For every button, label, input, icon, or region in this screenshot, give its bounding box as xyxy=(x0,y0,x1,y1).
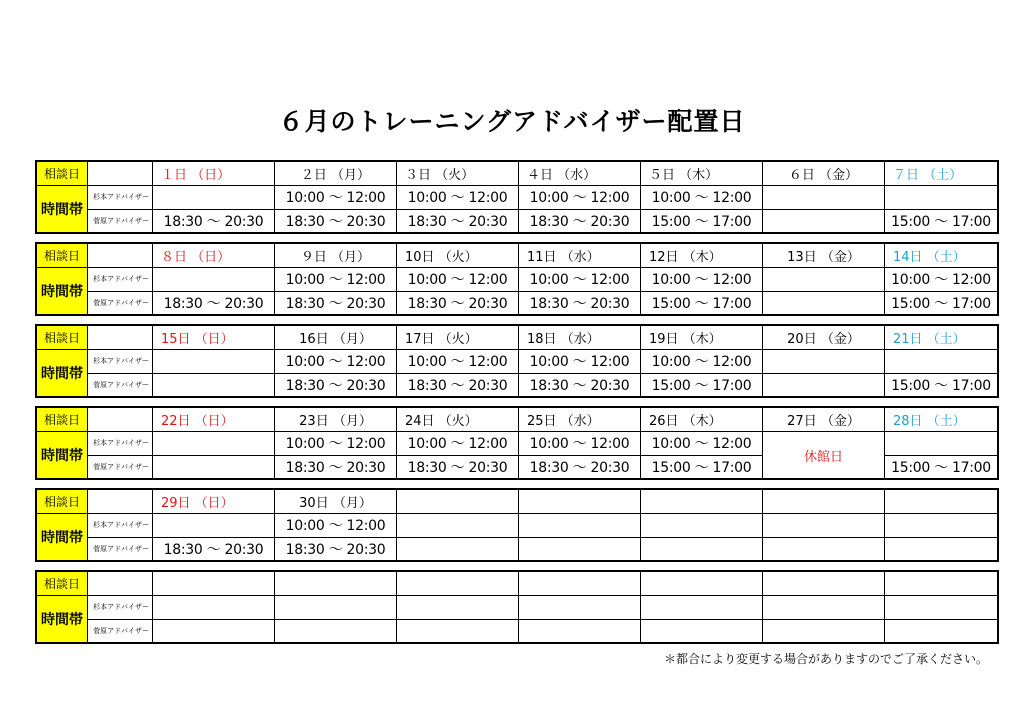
slot-advisor2: 18:30 ～ 20:30 xyxy=(529,377,630,394)
row-labels xyxy=(37,162,88,232)
row-labels xyxy=(37,244,88,314)
day-header xyxy=(519,490,640,514)
slot-advisor1: 10:00 ～ 12:00 xyxy=(397,432,518,456)
slot-advisor1: 10:00 ～ 12:00 xyxy=(275,268,396,292)
slot-advisor1 xyxy=(153,186,274,210)
row-labels xyxy=(37,572,88,642)
slot-advisor2: 15:00 ～ 17:00 xyxy=(651,377,752,394)
day-header xyxy=(763,490,884,514)
day-header: 27日 （金） xyxy=(763,408,884,432)
slot-advisor2 xyxy=(397,538,518,561)
day-cell xyxy=(275,490,397,560)
slot-advisor1: 10:00 ～ 12:00 xyxy=(885,268,997,292)
advisor1-label: 杉本アドバイザー xyxy=(88,350,152,374)
slot-advisor1: 10:00 ～ 12:00 xyxy=(275,186,396,210)
day-header xyxy=(763,572,884,596)
time-slot-label: 時間帯 xyxy=(37,350,87,396)
day-header: 28日 （土） xyxy=(885,408,997,432)
time-slot-label: 時間帯 xyxy=(37,186,87,232)
slot-advisor1 xyxy=(885,186,997,210)
day-header: 23日 （月） xyxy=(275,408,396,432)
day-header: 14日 （土） xyxy=(885,244,997,268)
slot-advisor1 xyxy=(519,514,640,538)
slot-advisor2 xyxy=(397,620,518,643)
advisor-labels xyxy=(88,162,153,232)
slot-advisor1: 10:00 ～ 12:00 xyxy=(641,432,762,456)
slot-advisor2 xyxy=(153,374,274,397)
blank-cell xyxy=(88,244,152,268)
slot-advisor2: 18:30 ～ 20:30 xyxy=(163,295,264,312)
slot-advisor1: 10:00 ～ 12:00 xyxy=(397,186,518,210)
slot-advisor2: 18:30 ～ 20:30 xyxy=(285,213,386,230)
day-header: 30日 （月） xyxy=(275,490,396,514)
slot-advisor2: 18:30 ～ 20:30 xyxy=(163,541,264,558)
slot-advisor2 xyxy=(641,620,762,643)
slot-advisor1 xyxy=(641,596,762,620)
slot-advisor1 xyxy=(397,596,518,620)
slot-advisor2 xyxy=(885,538,997,561)
slot-advisor2 xyxy=(763,210,884,233)
advisor1-label: 杉本アドバイザー xyxy=(88,186,152,210)
time-slot-label: 時間帯 xyxy=(37,268,87,314)
day-cell xyxy=(641,572,763,642)
slot-advisor1 xyxy=(153,514,274,538)
day-cell xyxy=(397,572,519,642)
slot-advisor2: 15:00 ～ 17:00 xyxy=(651,459,752,476)
blank-cell xyxy=(88,490,152,514)
slot-advisor2 xyxy=(763,292,884,315)
advisor-labels xyxy=(88,572,153,642)
day-cell xyxy=(275,244,397,314)
day-cell xyxy=(641,408,763,478)
slot-advisor1: 10:00 ～ 12:00 xyxy=(275,432,396,456)
day-cell xyxy=(519,572,641,642)
slot-advisor2 xyxy=(275,620,396,643)
day-cell xyxy=(153,572,275,642)
slot-advisor2: 15:00 ～ 17:00 xyxy=(651,295,752,312)
day-header xyxy=(641,490,762,514)
day-cell xyxy=(763,244,885,314)
advisor2-label: 菅原アドバイザー xyxy=(93,462,149,471)
day-cell xyxy=(519,326,641,396)
slot-advisor1: 10:00 ～ 12:00 xyxy=(275,350,396,374)
day-cell xyxy=(763,408,885,478)
slot-advisor2 xyxy=(153,620,274,643)
day-header: 10日 （火） xyxy=(397,244,518,268)
day-cell xyxy=(275,408,397,478)
footnote: ＊都合により変更する場合がありますのでご了承ください。 xyxy=(663,652,988,666)
advisor2-label: 菅原アドバイザー xyxy=(93,216,149,225)
day-cell xyxy=(275,162,397,232)
slot-advisor2: 18:30 ～ 20:30 xyxy=(407,295,508,312)
slot-advisor2: 18:30 ～ 20:30 xyxy=(285,541,386,558)
slot-advisor1: 10:00 ～ 12:00 xyxy=(519,350,640,374)
blank-cell xyxy=(88,572,152,596)
day-header: 25日 （水） xyxy=(519,408,640,432)
advisor-labels xyxy=(88,490,153,560)
day-header xyxy=(397,490,518,514)
slot-advisor2: 15:00 ～ 17:00 xyxy=(891,213,991,230)
advisor2-label: 菅原アドバイザー xyxy=(93,626,149,635)
time-slot-label: 時間帯 xyxy=(37,514,87,560)
day-header xyxy=(641,572,762,596)
time-slot-label: 時間帯 xyxy=(37,596,87,642)
day-header: 20日 （金） xyxy=(763,326,884,350)
day-cell xyxy=(397,244,519,314)
slot-advisor2: 18:30 ～ 20:30 xyxy=(285,295,386,312)
slot-advisor2: 18:30 ～ 20:30 xyxy=(407,377,508,394)
day-cell xyxy=(153,490,275,560)
slot-advisor2: 18:30 ～ 20:30 xyxy=(407,459,508,476)
blank-cell xyxy=(88,326,152,350)
slot-advisor1 xyxy=(763,186,884,210)
day-header: ８日 （日） xyxy=(153,244,274,268)
advisor2-label: 菅原アドバイザー xyxy=(93,380,149,389)
slot-advisor1 xyxy=(763,514,884,538)
slot-advisor2: 18:30 ～ 20:30 xyxy=(407,213,508,230)
page-title: ６月のトレーニングアドバイザー配置日 xyxy=(278,107,746,136)
day-header: 13日 （金） xyxy=(763,244,884,268)
slot-advisor1: 10:00 ～ 12:00 xyxy=(519,268,640,292)
slot-advisor2: 15:00 ～ 17:00 xyxy=(891,459,991,476)
slot-advisor2 xyxy=(519,620,640,643)
day-header: 24日 （火） xyxy=(397,408,518,432)
advisor1-label: 杉本アドバイザー xyxy=(88,596,152,620)
slot-advisor2: 18:30 ～ 20:30 xyxy=(163,213,264,230)
day-header xyxy=(519,572,640,596)
slot-advisor2 xyxy=(641,538,762,561)
day-cell xyxy=(885,162,997,232)
day-cell xyxy=(641,490,763,560)
day-header: 26日 （木） xyxy=(641,408,762,432)
slot-advisor1 xyxy=(763,596,884,620)
blank-cell xyxy=(88,408,152,432)
day-header: ９日 （月） xyxy=(275,244,396,268)
day-cell xyxy=(519,490,641,560)
consult-day-label: 相談日 xyxy=(37,244,87,268)
advisor-labels xyxy=(88,244,153,314)
slot-advisor1 xyxy=(153,268,274,292)
consult-day-label: 相談日 xyxy=(37,490,87,514)
week-block xyxy=(35,570,999,644)
slot-advisor2: 15:00 ～ 17:00 xyxy=(891,377,991,394)
consult-day-label: 相談日 xyxy=(37,162,87,186)
advisor1-label: 杉本アドバイザー xyxy=(88,268,152,292)
day-header: 11日 （水） xyxy=(519,244,640,268)
day-cell xyxy=(153,326,275,396)
slot-advisor1: 10:00 ～ 12:00 xyxy=(641,268,762,292)
day-header xyxy=(153,572,274,596)
day-cell xyxy=(519,244,641,314)
day-cell xyxy=(885,572,997,642)
slot-advisor1: 10:00 ～ 12:00 xyxy=(641,350,762,374)
advisor-labels xyxy=(88,326,153,396)
slot-advisor2: 18:30 ～ 20:30 xyxy=(529,295,630,312)
day-cell xyxy=(885,490,997,560)
slot-advisor2 xyxy=(763,620,884,643)
week-block xyxy=(35,406,999,480)
day-header: 15日 （日） xyxy=(153,326,274,350)
day-cell xyxy=(885,244,997,314)
slot-advisor1 xyxy=(641,514,762,538)
day-header: ３日 （火） xyxy=(397,162,518,186)
day-header: 12日 （木） xyxy=(641,244,762,268)
week-block xyxy=(35,488,999,562)
slot-advisor1 xyxy=(763,350,884,374)
slot-advisor2 xyxy=(763,374,884,397)
slot-advisor1: 10:00 ～ 12:00 xyxy=(641,186,762,210)
week-block xyxy=(35,324,999,398)
day-cell xyxy=(519,162,641,232)
slot-advisor1 xyxy=(763,268,884,292)
row-labels xyxy=(37,326,88,396)
slot-advisor2: 18:30 ～ 20:30 xyxy=(285,459,386,476)
day-header xyxy=(885,572,997,596)
day-header: ７日 （土） xyxy=(885,162,997,186)
slot-advisor1: 10:00 ～ 12:00 xyxy=(397,350,518,374)
slot-advisor1 xyxy=(275,596,396,620)
slot-advisor1: 10:00 ～ 12:00 xyxy=(275,514,396,538)
slot-advisor2 xyxy=(885,620,997,643)
consult-day-label: 相談日 xyxy=(37,408,87,432)
day-header: ５日 （木） xyxy=(641,162,762,186)
day-header xyxy=(275,572,396,596)
day-header: ２日 （月） xyxy=(275,162,396,186)
day-cell xyxy=(641,244,763,314)
week-block xyxy=(35,160,999,234)
slot-advisor1: 10:00 ～ 12:00 xyxy=(519,186,640,210)
day-cell xyxy=(397,162,519,232)
day-header xyxy=(397,572,518,596)
day-cell xyxy=(763,162,885,232)
week-block xyxy=(35,242,999,316)
row-labels xyxy=(37,490,88,560)
day-header: ４日 （水） xyxy=(519,162,640,186)
day-header xyxy=(885,490,997,514)
advisor2-label: 菅原アドバイザー xyxy=(93,544,149,553)
row-labels xyxy=(37,408,88,478)
day-header: 16日 （月） xyxy=(275,326,396,350)
slot-advisor2: 15:00 ～ 17:00 xyxy=(651,213,752,230)
day-header: 17日 （火） xyxy=(397,326,518,350)
day-header: ６日 （金） xyxy=(763,162,884,186)
advisor-labels xyxy=(88,408,153,478)
day-cell xyxy=(275,326,397,396)
advisor2-label: 菅原アドバイザー xyxy=(93,298,149,307)
day-cell xyxy=(763,490,885,560)
day-cell xyxy=(397,490,519,560)
slot-advisor2: 18:30 ～ 20:30 xyxy=(285,377,386,394)
slot-advisor2: 18:30 ～ 20:30 xyxy=(529,213,630,230)
day-cell xyxy=(397,326,519,396)
slot-advisor1 xyxy=(885,432,997,456)
day-header: 22日 （日） xyxy=(153,408,274,432)
day-cell xyxy=(519,408,641,478)
consult-day-label: 相談日 xyxy=(37,572,87,596)
time-slot-label: 時間帯 xyxy=(37,432,87,478)
slot-advisor1 xyxy=(885,596,997,620)
slot-advisor1 xyxy=(885,350,997,374)
slot-advisor2 xyxy=(519,538,640,561)
day-header: 19日 （木） xyxy=(641,326,762,350)
day-header: １日 （日） xyxy=(153,162,274,186)
slot-advisor1: 10:00 ～ 12:00 xyxy=(397,268,518,292)
slot-advisor1 xyxy=(885,514,997,538)
advisor1-label: 杉本アドバイザー xyxy=(88,432,152,456)
slot-advisor1 xyxy=(153,596,274,620)
day-cell xyxy=(885,326,997,396)
day-cell xyxy=(885,408,997,478)
slot-advisor2 xyxy=(763,538,884,561)
slot-advisor1 xyxy=(153,432,274,456)
day-cell xyxy=(153,244,275,314)
advisor1-label: 杉本アドバイザー xyxy=(88,514,152,538)
slot-advisor2: 15:00 ～ 17:00 xyxy=(891,295,991,312)
slot-advisor1 xyxy=(397,514,518,538)
slot-advisor2: 18:30 ～ 20:30 xyxy=(529,459,630,476)
day-cell xyxy=(763,572,885,642)
blank-cell xyxy=(88,162,152,186)
day-cell xyxy=(275,572,397,642)
day-cell xyxy=(763,326,885,396)
day-header: 18日 （水） xyxy=(519,326,640,350)
closed-notice: 休館日 xyxy=(763,432,884,478)
slot-advisor2 xyxy=(153,456,274,479)
day-cell xyxy=(641,326,763,396)
slot-advisor1 xyxy=(519,596,640,620)
slot-advisor1: 10:00 ～ 12:00 xyxy=(519,432,640,456)
day-cell xyxy=(153,408,275,478)
day-header: 21日 （土） xyxy=(885,326,997,350)
day-cell xyxy=(153,162,275,232)
day-cell xyxy=(397,408,519,478)
day-header: 29日 （日） xyxy=(153,490,274,514)
slot-advisor1 xyxy=(153,350,274,374)
consult-day-label: 相談日 xyxy=(37,326,87,350)
day-cell xyxy=(641,162,763,232)
